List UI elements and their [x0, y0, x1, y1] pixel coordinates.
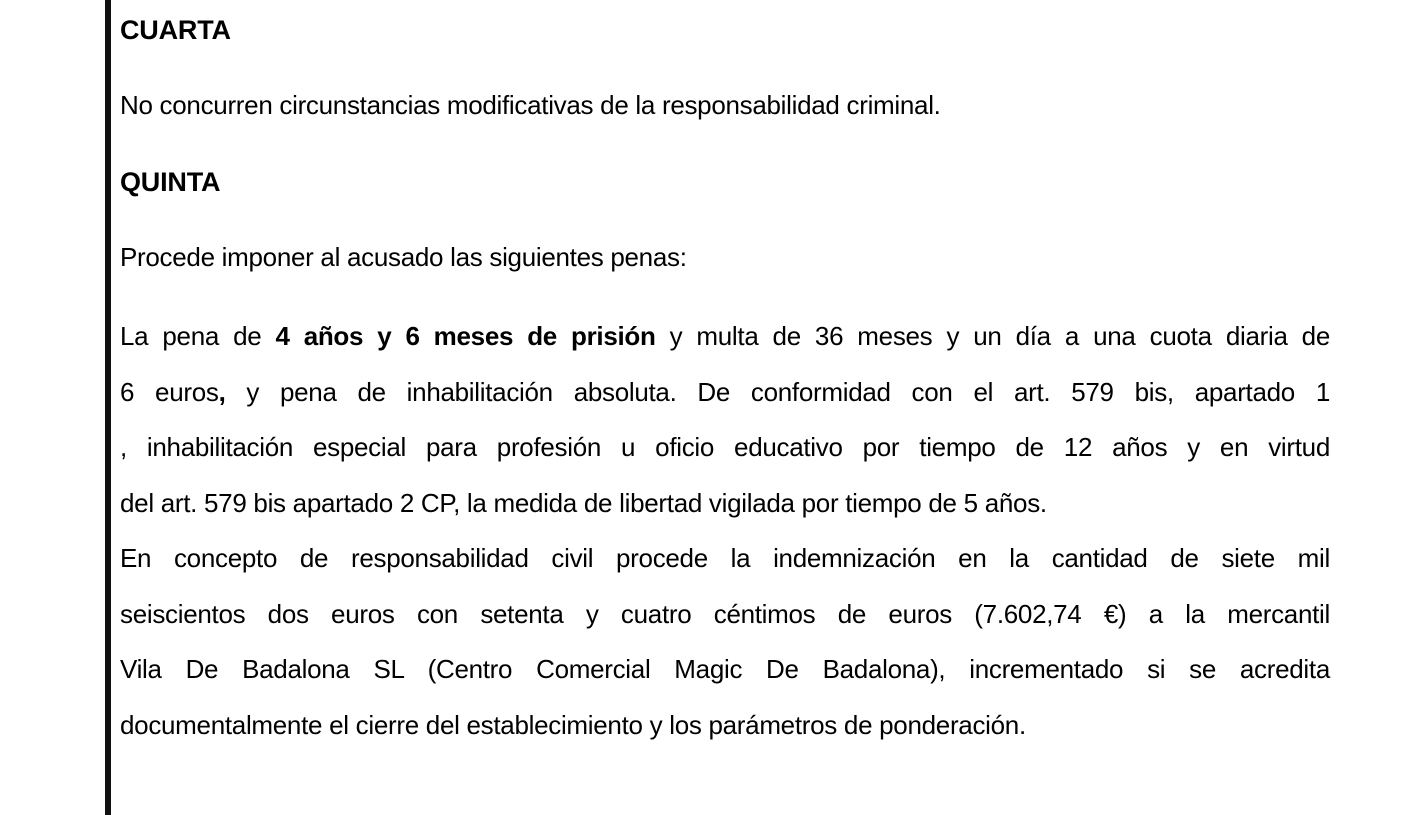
text-run-bold: , [218, 376, 226, 407]
text-line [120, 587, 1330, 643]
text-run: , inhabilitación especial para profesión u oficio educativo por tiempo de 12 años y en virtud [120, 432, 1330, 462]
text-run: seiscientos dos euros con setenta y cuatro céntimos de euros (7.602,74 €) a la mercantil [120, 598, 1330, 629]
paragraph-no-concurren: No concurren circunstancias modificativas de la responsabilidad criminal. [120, 90, 941, 120]
text-run: y multa de 36 meses y un día a una cuota diaria de [655, 321, 1330, 351]
text-run: 6 euros [120, 376, 219, 407]
section-heading-cuarta: CUARTA [120, 15, 231, 45]
section-heading-quinta: QUINTA [120, 167, 221, 197]
left-margin-change-bar [105, 0, 111, 815]
text-line [120, 365, 1330, 421]
paragraph-responsabilidad [120, 531, 1330, 753]
text-line [120, 476, 1330, 532]
text-line [120, 642, 1330, 698]
text-run: del art. 579 bis apartado 2 CP, la medida de libertad vigilada por tiempo de 5 años. [120, 487, 1047, 518]
text-line [120, 531, 1330, 587]
text-run: documentalmente el cierre del establecimiento y los parámetros de ponderación. [120, 709, 1026, 740]
text-run: La pena de [120, 321, 276, 351]
paragraph-procede: Procede imponer al acusado las siguientes penas: [120, 242, 687, 272]
text-line [120, 420, 1330, 476]
text-run: En concepto de responsabilidad civil procede la indemnización en la cantidad de siete mil [120, 543, 1330, 573]
text-line [120, 698, 1330, 754]
text-run-bold: 4 años y 6 meses de prisión [275, 321, 656, 351]
paragraph-pena [120, 309, 1330, 531]
document-content [120, 10, 1330, 753]
text-run: y pena de inhabilitación absoluta. De conformidad con el art. 579 bis, apartado 1 [225, 376, 1330, 407]
text-run: Vila De Badalona SL (Centro Comercial Magic De Badalona), incrementado si se acredita [120, 654, 1330, 684]
text-line [120, 309, 1330, 365]
